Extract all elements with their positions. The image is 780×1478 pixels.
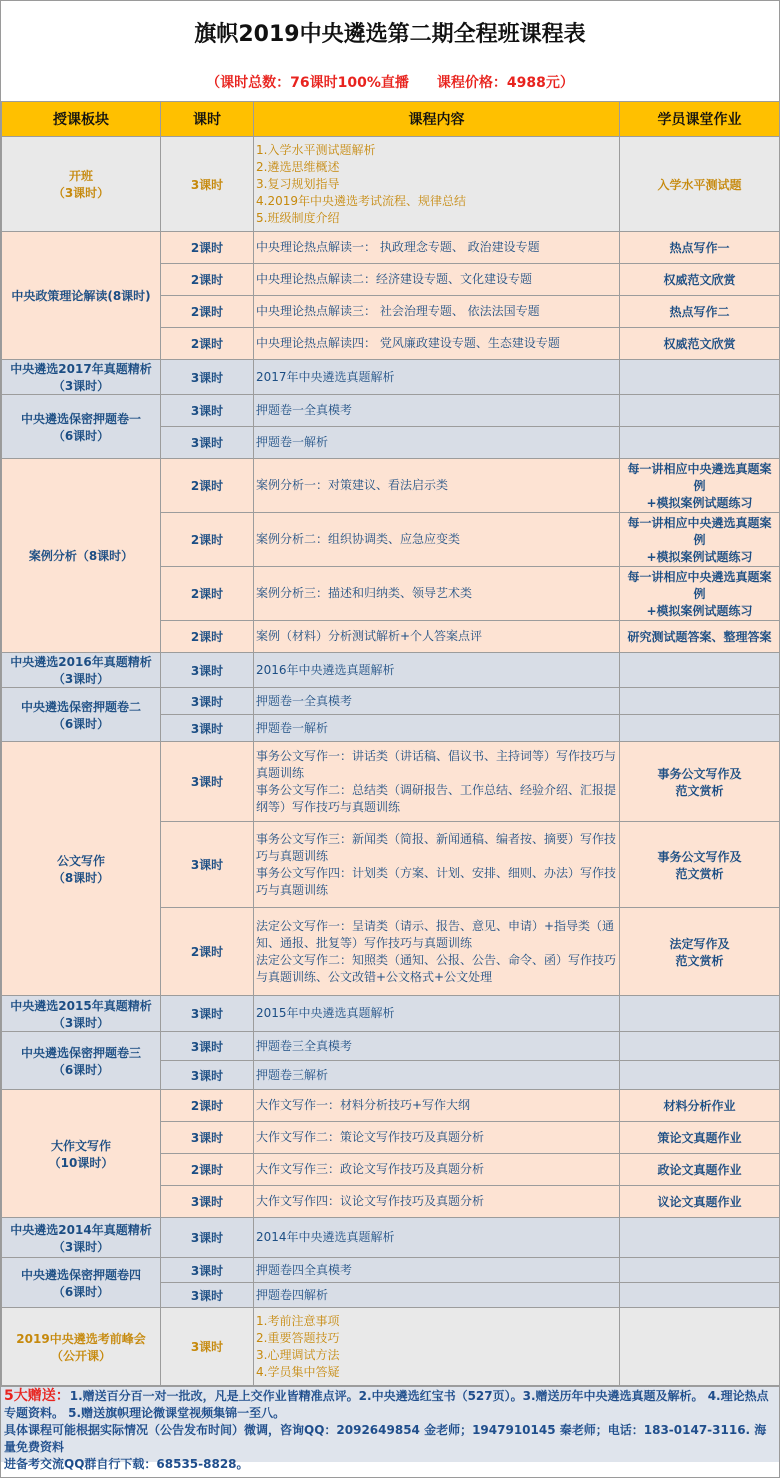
homework-cell: 入学水平测试题 bbox=[620, 137, 780, 232]
module-cell: 中央遴选2016年真题精析 （3课时） bbox=[2, 653, 161, 688]
content-cell: 法定公文写作一：呈请类（请示、报告、意见、申请）+指导类（通知、通报、批复等）写作技巧与真题训练 法定公文写作二：知照类（通知、公报、公告、命令、函）写作技巧与真题训练、公文改错+公文格式+公文处理 bbox=[254, 908, 620, 996]
contact-line-1: 具体课程可能根据实际情况（公告发布时间）微调，咨询QQ：2092649854 金老师；1947910145 秦老师；电话：183-0147-3116. 海量免费资料 bbox=[4, 1423, 767, 1454]
homework-cell: 热点写作一 bbox=[620, 232, 780, 264]
table-row bbox=[2, 1308, 780, 1386]
homework-cell: 权威范文欣赏 bbox=[620, 328, 780, 360]
module-cell: 中央政策理论解读(8课时) bbox=[2, 232, 161, 360]
homework-cell bbox=[620, 715, 780, 742]
table-row bbox=[2, 1218, 780, 1258]
module-cell: 中央遴选2014年真题精析 （3课时） bbox=[2, 1218, 161, 1258]
content-cell: 案例（材料）分析测试解析+个人答案点评 bbox=[254, 621, 620, 653]
hours-cell: 3课时 bbox=[161, 137, 254, 232]
homework-cell bbox=[620, 1061, 780, 1090]
hours-cell: 3课时 bbox=[161, 1032, 254, 1061]
module-cell: 2019中央遴选考前峰会 （公开课） bbox=[2, 1308, 161, 1386]
homework-cell: 法定写作及 范文赏析 bbox=[620, 908, 780, 996]
footer-notes bbox=[1, 1386, 779, 1471]
gift-heading: 5大赠送： bbox=[4, 1388, 70, 1404]
hours-cell: 2课时 bbox=[161, 1154, 254, 1186]
page-subtitle: （课时总数：76课时100%直播 课程价格：4988元） bbox=[206, 75, 574, 91]
hours-cell: 2课时 bbox=[161, 621, 254, 653]
hours-cell: 2课时 bbox=[161, 264, 254, 296]
hours-cell: 2课时 bbox=[161, 232, 254, 264]
header-homework: 学员课堂作业 bbox=[620, 102, 780, 137]
module-cell: 中央遴选2017年真题精析 （3课时） bbox=[2, 360, 161, 395]
module-cell: 中央遴选2015年真题精析 （3课时） bbox=[2, 996, 161, 1032]
content-cell: 大作文写作一：材料分析技巧+写作大纲 bbox=[254, 1090, 620, 1122]
gift-text: 1.赠送百分百一对一批改，凡是上交作业皆精准点评。2.中央遴选红宝书（527页）。3.赠送历年中央遴选真题及解析。 4.理论热点专题资料。 5.赠送旗帜理论微课堂视频集锦一至八。 bbox=[4, 1389, 769, 1420]
homework-cell bbox=[620, 1032, 780, 1061]
homework-cell: 事务公文写作及 范文赏析 bbox=[620, 822, 780, 908]
homework-cell: 议论文真题作业 bbox=[620, 1186, 780, 1218]
hours-cell: 3课时 bbox=[161, 427, 254, 459]
content-cell: 押题卷三解析 bbox=[254, 1061, 620, 1090]
table-row bbox=[2, 137, 780, 232]
content-cell: 2017年中央遴选真题解析 bbox=[254, 360, 620, 395]
hours-cell: 3课时 bbox=[161, 395, 254, 427]
homework-cell bbox=[620, 395, 780, 427]
table-row bbox=[2, 232, 780, 264]
table-row bbox=[2, 459, 780, 513]
content-cell: 中央理论热点解读四： 党风廉政建设专题、生态建设专题 bbox=[254, 328, 620, 360]
homework-cell: 热点写作二 bbox=[620, 296, 780, 328]
table-row bbox=[2, 688, 780, 715]
module-cell: 案例分析（8课时） bbox=[2, 459, 161, 653]
table-row bbox=[2, 742, 780, 822]
hours-cell: 3课时 bbox=[161, 1283, 254, 1308]
module-cell: 公文写作 （8课时） bbox=[2, 742, 161, 996]
content-cell: 押题卷一全真模考 bbox=[254, 395, 620, 427]
homework-cell: 事务公文写作及 范文赏析 bbox=[620, 742, 780, 822]
content-cell: 大作文写作四：议论文写作技巧及真题分析 bbox=[254, 1186, 620, 1218]
homework-cell: 策论文真题作业 bbox=[620, 1122, 780, 1154]
homework-cell bbox=[620, 996, 780, 1032]
homework-cell: 每一讲相应中央遴选真题案例 +模拟案例试题练习 bbox=[620, 513, 780, 567]
table-row bbox=[2, 360, 780, 395]
table-row bbox=[2, 395, 780, 427]
content-cell: 1.入学水平测试题解析 2.遴选思维概述 3.复习规划指导 4.2019年中央遴选考试流程、规律总结 5.班级制度介绍 bbox=[254, 137, 620, 232]
content-cell: 事务公文写作三：新闻类（简报、新闻通稿、编者按、摘要）写作技巧与真题训练 事务公文写作四：计划类（方案、计划、安排、细则、办法）写作技巧与真题训练 bbox=[254, 822, 620, 908]
homework-cell bbox=[620, 1218, 780, 1258]
page-title: 旗帜2019中央遴选第二期全程班课程表 bbox=[194, 22, 586, 47]
hours-cell: 3课时 bbox=[161, 688, 254, 715]
content-cell: 押题卷四解析 bbox=[254, 1283, 620, 1308]
content-cell: 2016年中央遴选真题解析 bbox=[254, 653, 620, 688]
hours-cell: 2课时 bbox=[161, 513, 254, 567]
module-cell: 中央遴选保密押题卷二 （6课时） bbox=[2, 688, 161, 742]
homework-cell bbox=[620, 653, 780, 688]
table-row bbox=[2, 1090, 780, 1122]
content-cell: 押题卷三全真模考 bbox=[254, 1032, 620, 1061]
homework-cell: 权威范文欣赏 bbox=[620, 264, 780, 296]
content-cell: 押题卷一解析 bbox=[254, 427, 620, 459]
module-cell: 中央遴选保密押题卷一 （6课时） bbox=[2, 395, 161, 459]
content-cell: 1.考前注意事项 2.重要答题技巧 3.心理调试方法 4.学员集中答疑 bbox=[254, 1308, 620, 1386]
header-module: 授课板块 bbox=[2, 102, 161, 137]
hours-cell: 3课时 bbox=[161, 360, 254, 395]
table-row bbox=[2, 1258, 780, 1283]
module-cell: 中央遴选保密押题卷四 （6课时） bbox=[2, 1258, 161, 1308]
table-row bbox=[2, 1032, 780, 1061]
hours-cell: 3课时 bbox=[161, 822, 254, 908]
hours-cell: 2课时 bbox=[161, 567, 254, 621]
hours-cell: 3课时 bbox=[161, 1186, 254, 1218]
homework-cell: 政论文真题作业 bbox=[620, 1154, 780, 1186]
hours-cell: 3课时 bbox=[161, 1122, 254, 1154]
homework-cell bbox=[620, 360, 780, 395]
hours-cell: 3课时 bbox=[161, 1061, 254, 1090]
homework-cell: 研究测试题答案、整理答案 bbox=[620, 621, 780, 653]
hours-cell: 2课时 bbox=[161, 908, 254, 996]
contact-line-2: 进备考交流QQ群自行下载：68535-8828。 bbox=[4, 1457, 249, 1471]
content-cell: 案例分析二：组织协调类、应急应变类 bbox=[254, 513, 620, 567]
content-cell: 押题卷一解析 bbox=[254, 715, 620, 742]
homework-cell bbox=[620, 1258, 780, 1283]
content-cell: 事务公文写作一：讲话类（讲话稿、倡议书、主持词等）写作技巧与真题训练 事务公文写作二：总结类（调研报告、工作总结、经验介绍、汇报提纲等）写作技巧与真题训练 bbox=[254, 742, 620, 822]
hours-cell: 3课时 bbox=[161, 653, 254, 688]
content-cell: 中央理论热点解读一： 执政理念专题、 政治建设专题 bbox=[254, 232, 620, 264]
content-cell: 案例分析三：描述和归纳类、领导艺术类 bbox=[254, 567, 620, 621]
homework-cell bbox=[620, 1283, 780, 1308]
homework-cell bbox=[620, 427, 780, 459]
hours-cell: 3课时 bbox=[161, 742, 254, 822]
hours-cell: 2课时 bbox=[161, 296, 254, 328]
hours-cell: 3课时 bbox=[161, 1218, 254, 1258]
homework-cell: 材料分析作业 bbox=[620, 1090, 780, 1122]
hours-cell: 3课时 bbox=[161, 1308, 254, 1386]
homework-cell: 每一讲相应中央遴选真题案例 +模拟案例试题练习 bbox=[620, 459, 780, 513]
content-cell: 大作文写作二：策论文写作技巧及真题分析 bbox=[254, 1122, 620, 1154]
homework-cell bbox=[620, 1308, 780, 1386]
table-row bbox=[2, 653, 780, 688]
hours-cell: 3课时 bbox=[161, 715, 254, 742]
header-hours: 课时 bbox=[161, 102, 254, 137]
hours-cell: 2课时 bbox=[161, 459, 254, 513]
hours-cell: 2课时 bbox=[161, 1090, 254, 1122]
header-content: 课程内容 bbox=[254, 102, 620, 137]
homework-cell bbox=[620, 688, 780, 715]
content-cell: 中央理论热点解读二：经济建设专题、文化建设专题 bbox=[254, 264, 620, 296]
homework-cell: 每一讲相应中央遴选真题案例 +模拟案例试题练习 bbox=[620, 567, 780, 621]
hours-cell: 3课时 bbox=[161, 996, 254, 1032]
module-cell: 中央遴选保密押题卷三 （6课时） bbox=[2, 1032, 161, 1090]
content-cell: 押题卷四全真模考 bbox=[254, 1258, 620, 1283]
content-cell: 押题卷一全真模考 bbox=[254, 688, 620, 715]
module-cell: 开班 （3课时） bbox=[2, 137, 161, 232]
content-cell: 中央理论热点解读三： 社会治理专题、 依法法国专题 bbox=[254, 296, 620, 328]
table-header-row bbox=[2, 102, 780, 137]
schedule-table bbox=[1, 101, 780, 1386]
hours-cell: 2课时 bbox=[161, 328, 254, 360]
content-cell: 案例分析一：对策建议、看法启示类 bbox=[254, 459, 620, 513]
hours-cell: 3课时 bbox=[161, 1258, 254, 1283]
content-cell: 2014年中央遴选真题解析 bbox=[254, 1218, 620, 1258]
content-cell: 大作文写作三：政论文写作技巧及真题分析 bbox=[254, 1154, 620, 1186]
module-cell: 大作文写作 （10课时） bbox=[2, 1090, 161, 1218]
content-cell: 2015年中央遴选真题解析 bbox=[254, 996, 620, 1032]
table-row bbox=[2, 996, 780, 1032]
